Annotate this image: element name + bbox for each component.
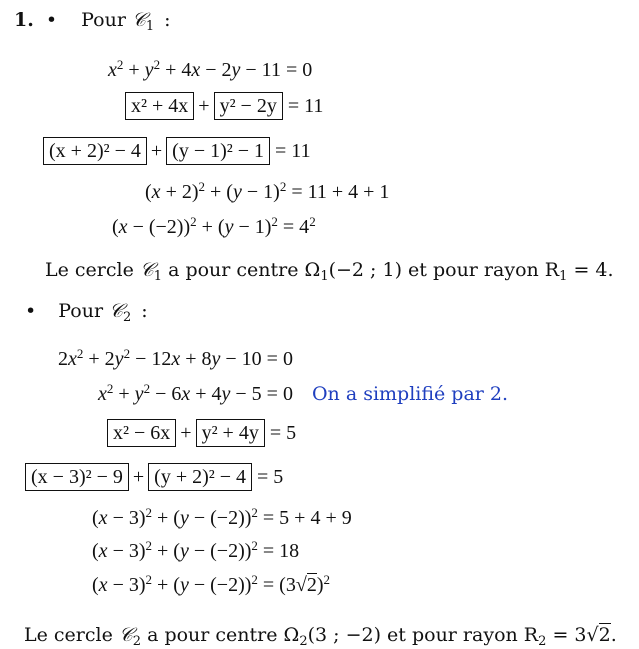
p2-equation-7: $(x - 3)^2 + (y - (-2))^2 = (3√2)^2$ [92, 572, 331, 596]
p2-radius-index: 2 [538, 634, 547, 649]
p1-box-b: y² − 2y [214, 92, 283, 120]
p1-center-index: 1 [320, 269, 329, 284]
p1-box-a: x² + 4x [125, 92, 194, 120]
p1-conc-t3: et pour rayon [408, 259, 539, 281]
p2-eq1-rhs: − 10 = 0 [225, 348, 293, 370]
p1-line5-rhs: = 4 [282, 216, 310, 238]
heading-line [14, 9, 171, 34]
p2-radius-sqrt: 2 [598, 624, 611, 646]
part2-intro: Pour [58, 300, 104, 322]
p2-sqrt-arg: 2 [306, 574, 317, 596]
p2-line5-rhs: = 5 + 4 + 9 [262, 507, 352, 529]
p2-radius-end: . [610, 624, 617, 646]
p1-line5-exp: 2 [309, 214, 316, 229]
p2-box-d: (y + 2)² − 4 [148, 463, 252, 491]
colon-1: : [164, 9, 171, 31]
curve-c1: 𝒞 [131, 9, 146, 31]
p2-equation-2: $x^2 + y^2 - 6x + 4y - 5 = 0$ On a simplifié par 2. [98, 381, 509, 405]
p2-box-c: (x − 3)² − 9 [25, 463, 129, 491]
p2-center-symbol: Ω [283, 624, 300, 646]
section-number: 1. [14, 9, 34, 31]
p1-equation-2: x² + 4x + y² − 2y = 11 [125, 92, 323, 120]
p1-box-c: (x + 2)² − 4 [43, 137, 147, 165]
curve-c2-index: 2 [122, 310, 132, 325]
p2-equation-5: $(x - 3)^2 + (y - (-2))^2 = 5 + 4 + 9$ [92, 505, 352, 529]
curve-c1-index: 1 [145, 19, 155, 34]
p1-equation-3: (x + 2)² − 4 + (y − 1)² − 1 = 11 [43, 137, 311, 165]
p2-conc-curve-index: 2 [132, 634, 142, 649]
p2-equation-6: $(x - 3)^2 + (y - (-2))^2 = 18$ [92, 538, 300, 562]
p1-box-d: (y − 1)² − 1 [166, 137, 270, 165]
p2-equation-1: $2x^2 + 2y^2 - 12x + 8y - 10 = 0$ [58, 346, 293, 370]
p2-box-a: x² − 6x [107, 419, 176, 447]
p1-center-symbol: Ω [304, 259, 321, 281]
p1-conc-curve: 𝒞 [139, 259, 154, 281]
p2-line7-rhs: = (3 [262, 574, 296, 596]
p2-conc-curve: 𝒞 [118, 624, 133, 646]
p2-rhs-5: = 5 [269, 422, 297, 444]
p2-line7-exp: 2 [323, 572, 331, 587]
p2-rhs-5b: = 5 [257, 466, 284, 488]
colon-2: : [141, 300, 148, 322]
p1-equation-1: $x^2 + y^2 + 4x - 2y - 11 = 0$ [108, 57, 313, 81]
p2-center-coords: (3 ; −2) [307, 624, 381, 646]
p1-rhs-11: = 11 [287, 95, 324, 117]
p2-conc-t2: a pour centre [147, 624, 278, 646]
p2-conc-t1: Le cercle [24, 624, 113, 646]
p2-box-b: y² + 4y [196, 419, 265, 447]
curve-c2: 𝒞 [109, 300, 123, 322]
p1-center-coords: (−2 ; 1) [328, 259, 402, 281]
part1-intro: Pour [81, 9, 126, 31]
p2-note: On a simplifié par 2. [311, 383, 509, 405]
p1-radius-value: = 4. [573, 259, 614, 281]
bullet: • [45, 9, 58, 31]
p2-line7-end: ) [316, 574, 324, 596]
p2-conc-t3: et pour rayon [387, 624, 518, 646]
p1-radius-index: 1 [559, 269, 568, 284]
p1-rhs-11b: = 11 [275, 140, 311, 162]
p1-conclusion [45, 259, 614, 284]
p2-line6-rhs: = 18 [262, 540, 300, 562]
part2-heading [25, 300, 148, 325]
p2-radius-symbol: R [523, 624, 539, 646]
p1-conc-curve-index: 1 [153, 269, 163, 284]
p1-conc-t2: a pour centre [168, 259, 299, 281]
p2-conclusion: Le cercle 𝒞$_2$ a pour centre $\Omega_2(3$ ; −2) et pour rayon $R_2 = 3√2$. [24, 624, 617, 649]
p2-radius-value: = 3 [552, 624, 587, 646]
p1-conc-t1: Le cercle [45, 259, 134, 281]
p1-radius-symbol: R [544, 259, 560, 281]
bullet-2: • [25, 300, 37, 322]
p2-equation-3: x² − 6x + y² + 4y = 5 [107, 419, 296, 447]
p1-equation-4: $(x + 2)^2 + (y - 1)^2 = 11 + 4 + 1$ [145, 179, 390, 203]
p1-line4-rhs: = 11 + 4 + 1 [291, 181, 390, 203]
p1-equation-5: $(x - (-2))^2 + (y - 1)^2 = 4^2$ [112, 214, 316, 238]
p2-center-index: 2 [299, 634, 308, 649]
p2-equation-4: (x − 3)² − 9 + (y + 2)² − 4 = 5 [25, 463, 283, 491]
p2-eq2-rhs: − 5 = 0 [235, 383, 293, 405]
